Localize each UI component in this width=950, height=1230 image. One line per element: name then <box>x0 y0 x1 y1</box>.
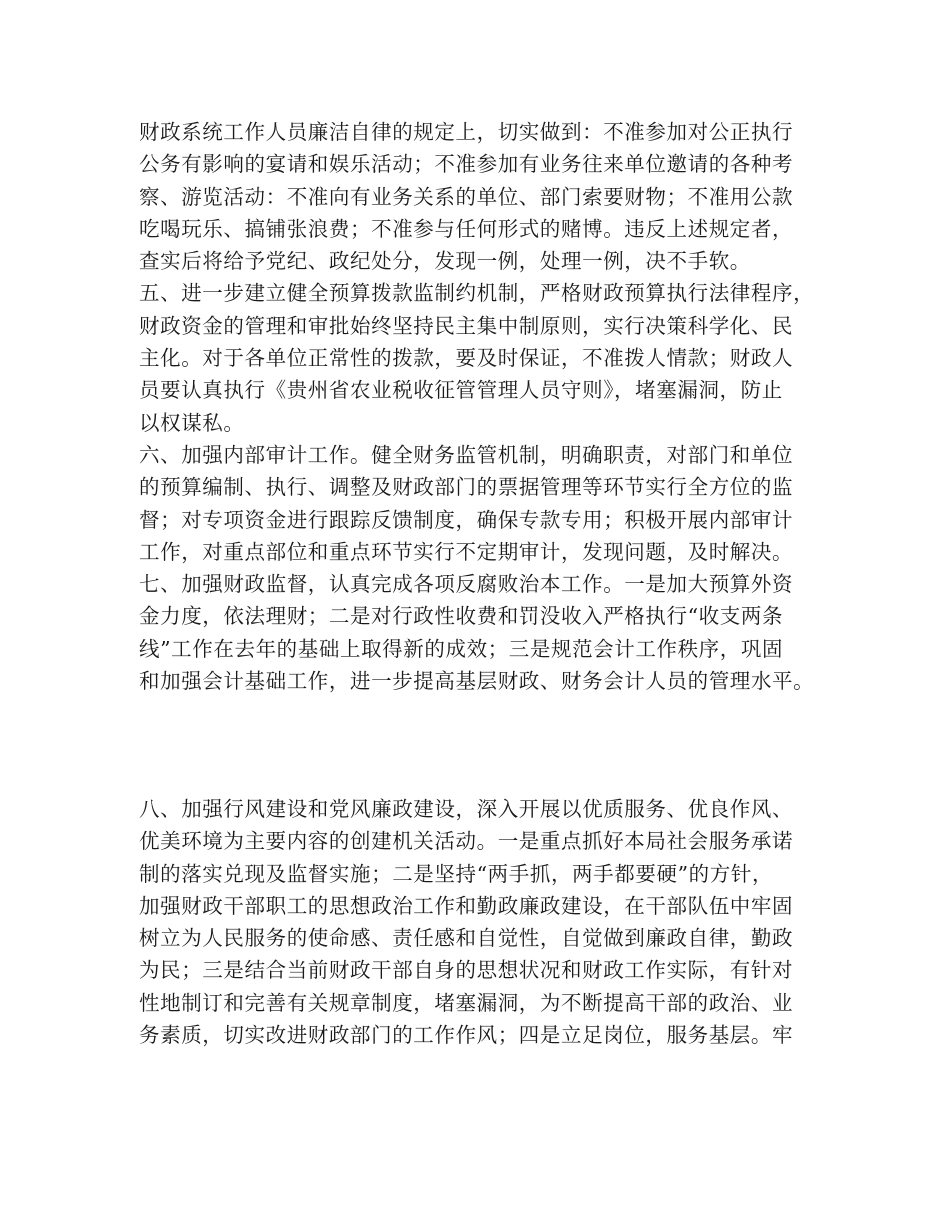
text-line: 吃喝玩乐、搞铺张浪费；不准参与任何形式的赌博。违反上述规定者， <box>139 216 794 241</box>
text-line: 性地制订和完善有关规章制度，堵塞漏洞，为不断提高干部的政治、业 <box>139 990 794 1015</box>
text-line: 五、进一步建立健全预算拨款监制约机制，严格财政预算执行法律程序， <box>139 281 815 306</box>
text-line: 务素质，切实改进财政部门的工作作风；四是立足岗位，服务基层。牢 <box>139 1023 794 1048</box>
text-line: 七、加强财政监督，认真完成各项反腐败治本工作。一是加大预算外资 <box>139 572 794 597</box>
paragraph-block-1 <box>139 116 839 697</box>
text-line: 员要认真执行《贵州省农业税收征管管理人员守则》，堵塞漏洞，防止 <box>139 378 783 403</box>
text-line: 工作，对重点部位和重点环节实行不定期审计，发现问题，及时解决。 <box>139 539 794 564</box>
text-line: 财政系统工作人员廉洁自律的规定上，切实做到：不准参加对公正执行 <box>139 120 794 144</box>
text-line: 和加强会计基础工作，进一步提高基层财政、财务会计人员的管理水平。 <box>139 669 815 694</box>
text-line: 金力度，依法理财；二是对行政性收费和罚没收入严格执行“收支两条 <box>139 604 784 629</box>
text-line: 六、加强内部审计工作。健全财务监管机制，明确职责，对部门和单位 <box>139 442 794 467</box>
text-line: 为民；三是结合当前财政干部自身的思想状况和财政工作实际，有针对 <box>139 958 794 983</box>
text-line: 公务有影响的宴请和娱乐活动；不准参加有业务往来单位邀请的各种考 <box>139 152 794 177</box>
text-line: 优美环境为主要内容的创建机关活动。一是重点抓好本局社会服务承诺 <box>139 829 794 854</box>
text-line: 查实后将给予党纪、政纪处分，发现一例，处理一例，决不手软。 <box>139 249 751 274</box>
paragraph-block-2 <box>139 793 839 1051</box>
text-line: 察、游览活动：不准向有业务关系的单位、部门索要财物；不准用公款 <box>139 184 794 209</box>
text-line: 督；对专项资金进行跟踪反馈制度，确保专款专用；积极开展内部审计 <box>139 507 794 532</box>
text-line: 主化。对于各单位正常性的拨款，要及时保证，不准拨人情款；财政人 <box>139 346 794 371</box>
text-line: 加强财政干部职工的思想政治工作和勤政廉政建设，在干部队伍中牢固 <box>139 893 794 918</box>
text-line: 树立为人民服务的使命感、责任感和自觉性，自觉做到廉政自律，勤政 <box>139 926 794 951</box>
text-line: 以权谋私。 <box>139 410 245 435</box>
text-line: 八、加强行风建设和党风廉政建设，深入开展以优质服务、优良作风、 <box>139 797 794 821</box>
text-line: 制的落实兑现及监督实施；二是坚持“两手抓，两手都要硬”的方针， <box>139 861 774 886</box>
text-line: 线”工作在去年的基础上取得新的成效；三是规范会计工作秩序，巩固 <box>139 636 784 661</box>
text-line: 的预算编制、执行、调整及财政部门的票据管理等环节实行全方位的监 <box>139 475 794 500</box>
text-line: 财政资金的管理和审批始终坚持民主集中制原则，实行决策科学化、民 <box>139 313 794 338</box>
